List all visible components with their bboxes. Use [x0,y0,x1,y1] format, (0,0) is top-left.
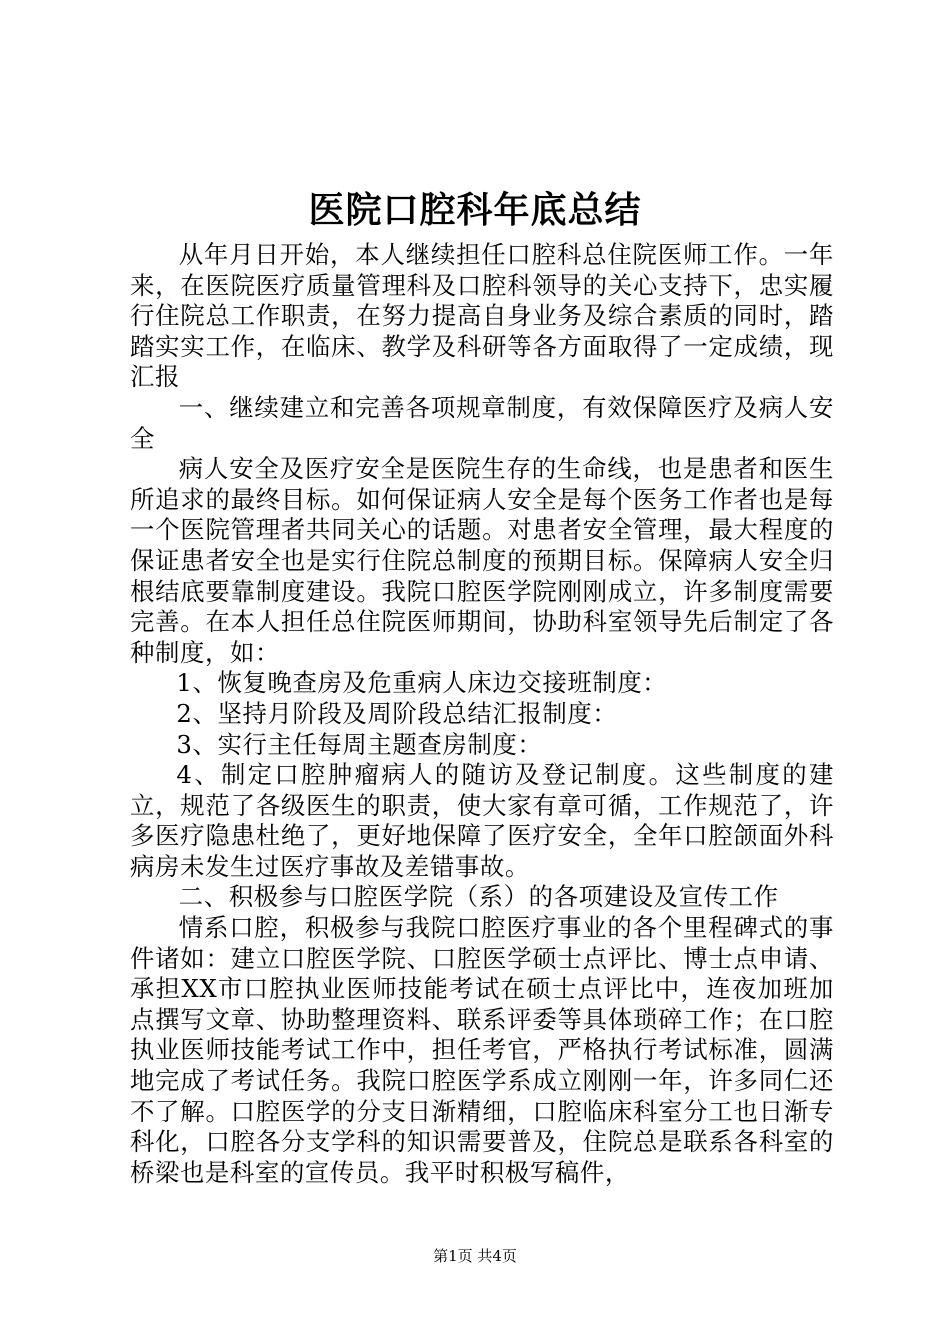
paragraph-construction: 情系口腔，积极参与我院口腔医疗事业的各个里程碑式的事件诸如：建立口腔医学院、口腔医学硕士点评比、博士点申请、承担XX市口腔执业医师技能考试在硕士点评比中，连夜加班加点撰写文章、协助整理资料、联系评委等具体琐碎工作；在口腔执业医师技能考试工作中，担任考官，严格执行考试标准，圆满地完成了考试任务。我院口腔医学系成立刚刚一年，许多同仁还不了解。口腔医学的分支日渐精细，口腔临床科室分工也日渐专科化，口腔各分支学科的知识需要普及，住院总是联系各科室的桥梁也是科室的宣传员。我平时积极写稿件， [130,913,834,1187]
section-heading-1: 一、继续建立和完善各项规章制度，有效保障医疗及病人安全 [130,392,834,453]
document-body [130,240,834,1188]
document-title: 医院口腔科年底总结 [308,189,642,231]
paragraph-intro: 从年月日开始，本人继续担任口腔科总住院医师工作。一年来，在医院医疗质量管理科及口腔科领导的关心支持下，忠实履行住院总工作职责，在努力提高自身业务及综合素质的同时，踏踏实实工作，在临床、教学及科研等各方面取得了一定成绩，现汇报 [130,240,834,392]
list-item-2: 2、坚持月阶段及周阶段总结汇报制度： [176,698,618,728]
list-item-3: 3、实行主任每周主题查房制度： [176,729,543,759]
list-item-1: 1、恢复晚查房及危重病人床边交接班制度： [176,668,668,698]
page-number: 第1页 共4页 [433,1247,517,1265]
section-heading-2: 二、积极参与口腔医学院（系）的各项建设及宣传工作 [178,882,779,912]
paragraph-safety: 病人安全及医疗安全是医院生存的生命线，也是患者和医生所追求的最终目标。如何保证病人安全是每个医务工作者也是每一个医院管理者共同关心的话题。对患者安全管理，最大程度的保证患者安全也是实行住院总制度的预期目标。保障病人安全归根结底要靠制度建设。我院口腔医学院刚刚成立，许多制度需要完善。在本人担任总住院医师期间，协助科室领导先后制定了各种制度，如： [130,454,834,667]
list-item-4: 4、制定口腔肿瘤病人的随访及登记制度。这些制度的建立，规范了各级医生的职责，使大家有章可循，工作规范了，许多医疗隐患杜绝了，更好地保障了医疗安全，全年口腔颌面外科病房未发生过医疗事故及差错事故。 [130,760,834,881]
